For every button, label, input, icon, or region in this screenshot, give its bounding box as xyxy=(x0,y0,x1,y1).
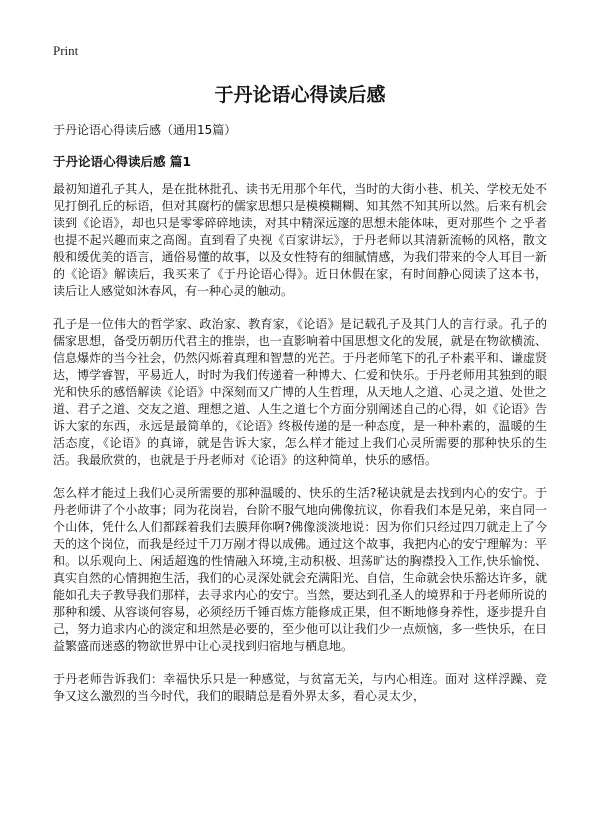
print-link[interactable]: Print xyxy=(53,43,79,58)
document-title: 于丹论语心得读后感 xyxy=(214,84,386,106)
body-paragraph-2: 孔子是一位伟大的哲学家、政治家、教育家，《论语》是记载孔子及其门人的言行录。孔子的儒家思想，备受历朝历代君主的推崇，也一直影响着中国思想文化的发展，就是在物欲横流、信息爆炸的当今社会，仍然闪烁着真理和智慧的光芒。于丹老师笔下的孔子朴素平和、谦虚贤达，博学睿智，平易近人，时时为我们传递着一种博大、仁爱和快乐。于丹老师用其独到的眼光和快乐的感悟解读《论语》中深刻而又广博的人生哲理，从天地人之道、心灵之道、处世之道、君子之道、交友之道、理想之道、人生之道七个方面分别阐述自己的心得，如《论语》告诉大家的东西，永远是最简单的，《论语》终极传递的是一种态度，是一种朴素的，温暖的生活态度，《论语》的真谛，就是告诉大家，怎么样才能过上我们心灵所需要的那种快乐的生活。我最欣赏的，也就是于丹老师对《论语》的这种简单，快乐的感悟。 xyxy=(53,317,547,467)
document-subtitle: 于丹论语心得读后感（通用15篇） xyxy=(53,123,237,137)
article-body xyxy=(53,181,547,721)
body-paragraph-3: 怎么样才能过上我们心灵所需要的那种温暖的、快乐的生活?秘诀就是去找到内心的安宁。于丹老师讲了个小故事；同为花岗岩，台阶不服气地向佛像抗议，你看我们本是兄弟，来自同一个山体，凭什么人们都踩着我们去膜拜你啊?佛像淡淡地说：因为你们只经过四刀就走上了今天的这个岗位，而我是经过千刀万剐才得以成佛。通过这个故事，我把内心的安宁理解为：平和。以乐观向上、闲适超逸的性情融入环境,主动积极、坦荡旷达的胸襟投入工作,快乐愉悦、真实自然的心情拥抱生活，我们的心灵深处就会充满阳光、自信，生命就会快乐豁达许多，就能如孔夫子教导我们那样，去寻求内心的安宁。当然，要达到孔圣人的境界和于丹老师所说的那种和缓、从容谈何容易，必须经历千锤百炼方能修成正果，但不断地修身养性，逐步提升自己，努力追求内心的淡定和坦然是必要的，至少他可以让我们少一点烦恼，多一些快乐，在日益繁盛而迷惑的物欲世界中让心灵找到归宿地与栖息地。 xyxy=(53,486,547,653)
body-paragraph-4: 于丹老师告诉我们：幸福快乐只是一种感觉，与贫富无关，与内心相连。面对 这样浮躁、竞争又这么激烈的当今时代，我们的眼睛总是看外界太多，看心灵太少， xyxy=(53,672,547,703)
body-paragraph-1: 最初知道孔子其人，是在批林批孔、读书无用那个年代，当时的大街小巷、机关、学校无处不见打倒孔丘的标语，但对其腐朽的儒家思想只是模模糊糊、知其然不知其所以然。后来有机会读到《论语》，却也只是零零碎碎地读，对其中精深远邃的思想未能体味，更对那些个 之乎者也提不起兴趣而束之高阁。直到看了央视《百家讲坛》，于丹老师以其清新流畅的风格，散文般和缓优美的语言，通俗易懂的故事，以及女性特有的细腻情感，为我们带来的令人耳目一新的《论语》解读后，我买来了《于丹论语心得》。近日休假在家，有时间静心阅读了这本书，读后让人感觉如沐春风，有一种心灵的触动。 xyxy=(53,182,547,298)
section-heading: 于丹论语心得读后感 篇1 xyxy=(53,154,192,169)
